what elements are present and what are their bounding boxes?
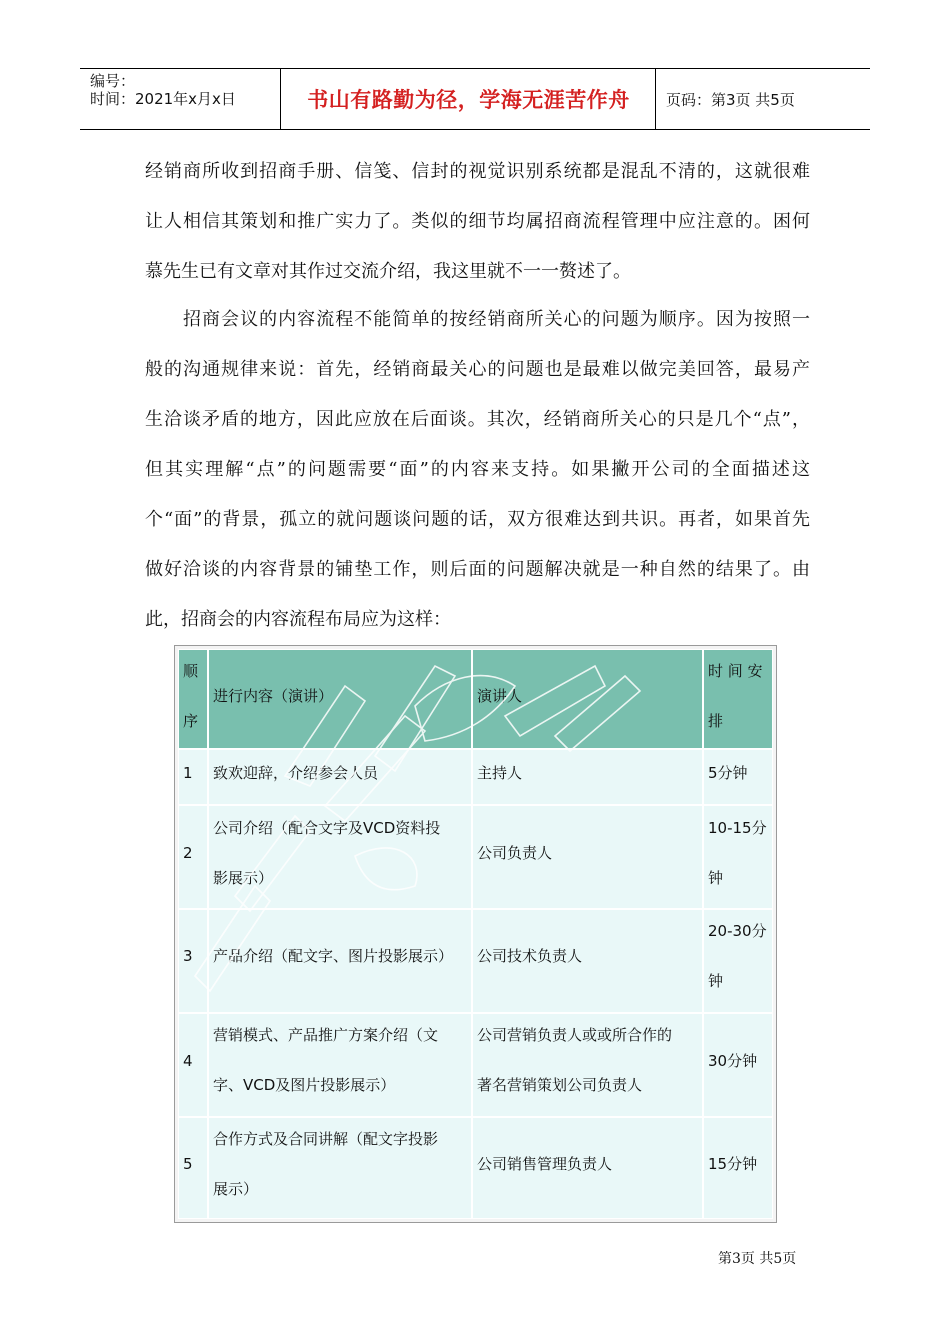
header-info-cell: [80, 69, 281, 129]
page-footer: 第3页 共5页: [718, 1251, 797, 1267]
table-cell-order: 1: [178, 749, 208, 805]
table-cell-order: 3: [178, 909, 208, 1013]
page-header: [80, 68, 870, 130]
table-cell-order: 4: [178, 1013, 208, 1117]
header-time: 时 间 安 排: [703, 649, 773, 749]
header-order: 顺 序: [178, 649, 208, 749]
paragraph-line: 做好洽谈的内容背景的铺垫工作，则后面的问题解决就是一种自然的结果了。由: [145, 559, 810, 580]
schedule-table: [174, 645, 777, 1223]
table-cell-order: 2: [178, 805, 208, 909]
table-cell-content: 产品介绍（配文字、图片投影展示）: [208, 909, 472, 1013]
table-cell-speaker: 公司销售管理负责人: [472, 1117, 703, 1219]
table-cell-speaker: 主持人: [472, 749, 703, 805]
paragraph-line: 生洽谈矛盾的地方，因此应放在后面谈。其次，经销商所关心的只是几个“点”，: [145, 409, 810, 430]
table-cell-content: 营销模式、产品推广方案介绍（文 字、VCD及图片投影展示）: [208, 1013, 472, 1117]
table-cell-content: 致欢迎辞，介绍参会人员: [208, 749, 472, 805]
paragraph-line: 此，招商会的内容流程布局应为这样：: [145, 609, 451, 630]
table-cell-time: 10-15分 钟: [703, 805, 773, 909]
header-content: 进行内容（演讲）: [208, 649, 472, 749]
paragraph-line: 但其实理解“点”的问题需要“面”的内容来支持。如果撇开公司的全面描述这: [145, 459, 810, 480]
table-cell-speaker: 公司技术负责人: [472, 909, 703, 1013]
time-label: 时间：2021年x月x日: [90, 90, 236, 108]
table-cell-time: 15分钟: [703, 1117, 773, 1219]
header-page-label: 页码：第3页 共5页: [666, 90, 795, 109]
paragraph-line: 般的沟通规律来说：首先，经销商最关心的问题也是最难以做完美回答，最易产: [145, 359, 810, 380]
table-cell-content: 合作方式及合同讲解（配文字投影 展示）: [208, 1117, 472, 1219]
header-speaker: 演讲人: [472, 649, 703, 749]
table-cell-content: 公司介绍（配合文字及VCD资料投 影展示）: [208, 805, 472, 909]
table-cell-speaker: 公司营销负责人或或所合作的 著名营销策划公司负责人: [472, 1013, 703, 1117]
serial-label: 编号：: [90, 72, 136, 90]
paragraph-line: 让人相信其策划和推广实力了。类似的细节均属招商流程管理中应注意的。困何: [145, 211, 810, 232]
table-cell-speaker: 公司负责人: [472, 805, 703, 909]
paragraph-line: 慕先生已有文章对其作过交流介绍，我这里就不一一赘述了。: [145, 261, 631, 282]
table-cell-time: 5分钟: [703, 749, 773, 805]
table-cell-order: 5: [178, 1117, 208, 1219]
table-cell-time: 30分钟: [703, 1013, 773, 1117]
header-motto: 书山有路勤为径，学海无涯苦作舟: [282, 69, 656, 129]
table-cell-time: 20-30分 钟: [703, 909, 773, 1013]
paragraph-line: 经销商所收到招商手册、信笺、信封的视觉识别系统都是混乱不清的，这就很难: [145, 161, 810, 182]
paragraph-line: 招商会议的内容流程不能简单的按经销商所关心的问题为顺序。因为按照一: [183, 309, 810, 330]
paragraph-line: 个“面”的背景，孤立的就问题谈问题的话，双方很难达到共识。再者，如果首先: [145, 509, 810, 530]
